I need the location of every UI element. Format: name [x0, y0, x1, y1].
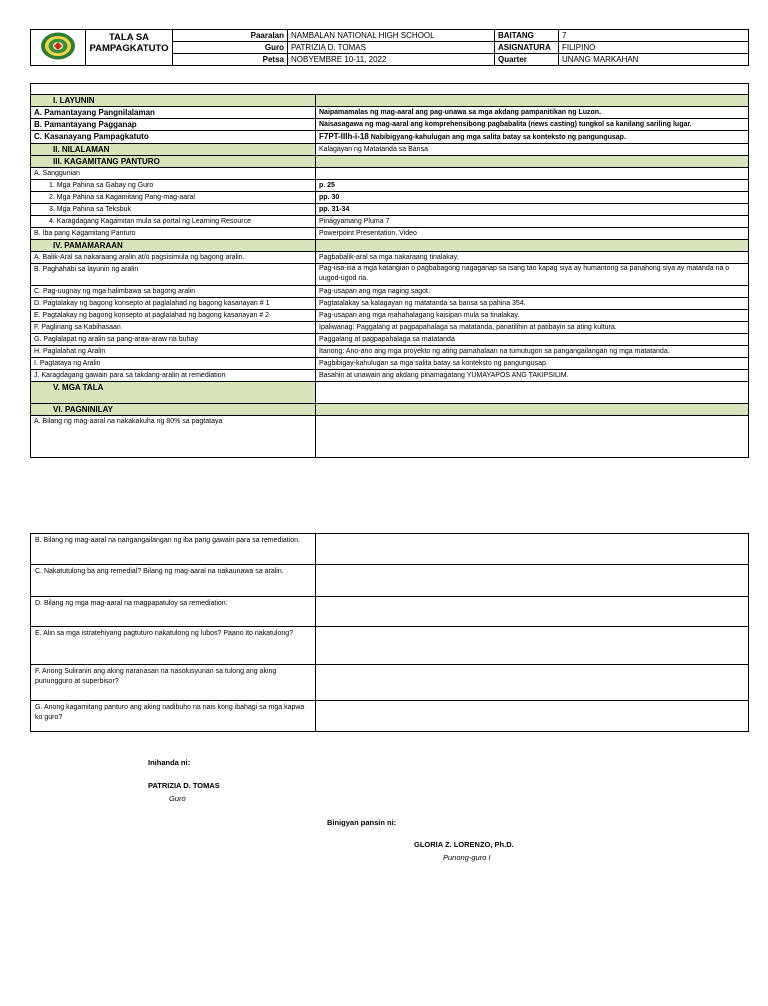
sanggunian-label: A. Sanggunian [31, 168, 316, 180]
procedure-label: I. Pagtataya ng Aralin [31, 358, 316, 370]
noted-by-role: Punong-guro I [443, 853, 491, 862]
reflection-question: G. Anong kagamitang panturo ang aking nadibuho na nais kong ibahagi sa mga kapwa ko guro? [31, 701, 316, 732]
sanggunian-value: pp. 30 [316, 192, 749, 204]
date-label: Petsa [173, 54, 288, 66]
reflection-answer [316, 597, 749, 627]
procedure-label: A. Balik-Aral sa nakaraang aralin at/o pagsisimula ng bagong aralin. [31, 252, 316, 264]
reflection-answer [316, 627, 749, 665]
section-kagamitan: III. KAGAMITANG PANTURO [31, 156, 316, 168]
subject-value: FILIPINO [559, 42, 749, 54]
procedure-value: Basahin at unawain ang akdang pinamagatang YUMAYAPOS ANG TAKIPSILIM. [316, 370, 749, 382]
title-line-2: PAMPAGKATUTO [89, 43, 169, 54]
section-layunin-fill [316, 95, 749, 107]
competency-code: F7PT-IIIh-i-18 [319, 132, 369, 141]
reflection-question: E. Alin sa mga istratehiyang pagtuturo nakatulong ng lubos? Paano ito nakatulong? [31, 627, 316, 665]
nilalaman-value: Kalagayan ng Matatanda sa Bansa [316, 144, 749, 156]
procedure-label: G. Paglalapat ng aralin sa pang-araw-araw na buhay [31, 334, 316, 346]
noted-by-name: GLORIA Z. LORENZO, Ph.D. [414, 840, 514, 849]
procedure-value: Ipaliwanag: Paggalang at pagpapahalaga sa matatanda, panatilihin at patibayin sa ating kultura. [316, 322, 749, 334]
pagganap-label: B. Pamantayang Pagganap [31, 119, 316, 131]
reflection-answer [316, 534, 749, 565]
procedure-value: Pagbabalik-aral sa mga nakaraang tinalakay. [316, 252, 749, 264]
procedure-value: Pagtatalakay sa kalagayan ng matatanda sa bansa sa pahina 354. [316, 298, 749, 310]
procedure-value: Itanong: Ano-ano ang mga proyekto ng ating pamahalaan na tumutugon sa pangangailangan ng mga matatanda. [316, 346, 749, 358]
grade-label: BAITANG [495, 30, 559, 42]
section-tala: V. MGA TALA [31, 382, 316, 404]
procedure-value: Pagbibigay-kahulugan sa mga salita batay sa konteksto ng pangungusap. [316, 358, 749, 370]
procedure-label: B. Paghahabi sa layunin ng aralin [31, 264, 316, 286]
reflection-question: C. Nakatutulong ba ang remedial? Bilang ng mag-aaral na nakaunawa sa aralin. [31, 565, 316, 597]
section-pagninilay: VI. PAGNINILAY [31, 404, 316, 416]
noted-by-label: Binigyan pansin ni: [327, 818, 397, 827]
pangnilalaman-value: Naipamamalas ng mag-aaral ang pag-unawa sa mga akdang pampanitikan ng Luzon. [316, 107, 749, 119]
iba-value: Powerpoint Presentation, Video [316, 228, 749, 240]
procedure-value: Pag-usapan ang mga mahahalagang kaisipan mula sa tinalakay. [316, 310, 749, 322]
sanggunian-value: p. 25 [316, 180, 749, 192]
sanggunian-item: 1. Mga Pahina sa Gabay ng Guro [31, 180, 316, 192]
pagganap-value: Naisasagawa ng mag-aaral ang komprehensibong pagbabalita (news casting) tungkol sa kanilang sariling lugar. [316, 119, 749, 131]
section-pamamaraan: IV. PAMAMARAAN [31, 240, 316, 252]
title-line-1: TALA SA [108, 32, 150, 43]
subject-label: ASIGNATURA [495, 42, 559, 54]
sanggunian-value: Pinagyamang Pluma 7 [316, 216, 749, 228]
sanggunian-item: 2. Mga Pahina sa Kagamitang Pang-mag-aaral [31, 192, 316, 204]
date-value: NOBYEMBRE 10-11, 2022 [288, 54, 495, 66]
blank-row [31, 84, 749, 95]
section-layunin: I. LAYUNIN [31, 95, 316, 107]
quarter-label: Quarter [495, 54, 559, 66]
lesson-table [30, 83, 749, 458]
reflection-question: B. Bilang ng mag-aaral na nangangailangan ng iba pang gawain para sa remediation. [31, 534, 316, 565]
procedure-value: Pag-usapan ang mga naging sagot. [316, 286, 749, 298]
sanggunian-blank [316, 168, 749, 180]
prepared-by-name: PATRIZIA D. TOMAS [148, 781, 220, 790]
procedure-label: E. Pagtalakay ng bagong konsepto at paglalahad ng bagong kasanayan # 2 [31, 310, 316, 322]
reflection-answer [316, 701, 749, 732]
procedure-label: J. Karagdagang gawain para sa takdang-aralin at remediation [31, 370, 316, 382]
reflection-question: F. Anong Suliranin ang aking naranasan na nasolusyunan sa tulong ang aking punungguro at superbisor? [31, 665, 316, 701]
kasanayan-cell [316, 131, 749, 144]
school-label: Paaralan [173, 30, 288, 42]
prepared-by-role: Guro [169, 794, 186, 803]
reflection-answer [316, 665, 749, 701]
reflection-question: D. Bilang ng mga mag-aaral na magpapatuloy sa remediation. [31, 597, 316, 627]
teacher-label: Guro [173, 42, 288, 54]
section-nilalaman: II. NILALAMAN [31, 144, 316, 156]
reflection-answer [316, 565, 749, 597]
reflection-table [30, 533, 749, 732]
pagninilay-a-label: A. Bilang ng mag-aaral na nakakakuha ng 80% sa pagtataya [31, 416, 316, 458]
section-pagninilay-fill [316, 404, 749, 416]
pagninilay-a-value [316, 416, 749, 458]
procedure-value: Paggalang at pagpapahalaga sa matatanda [316, 334, 749, 346]
teacher-value: PATRIZIA D. TOMAS [288, 42, 495, 54]
sanggunian-value: pp. 31-34 [316, 204, 749, 216]
procedure-value: Pag-iisa-isa a mga katangian o pagbabagong nagaganap sa isang tao kapag siya ay humantong sa panahong siya ay matanda na o uugod-ugod na. [316, 264, 749, 286]
school-value: NAMBALAN NATIONAL HIGH SCHOOL [288, 30, 495, 42]
sanggunian-item: 4. Karagdagang Kagamitan mula sa portal ng Learning Resource [31, 216, 316, 228]
grade-value: 7 [559, 30, 749, 42]
pangnilalaman-label: A. Pamantayang Pangnilalaman [31, 107, 316, 119]
header-table [30, 29, 749, 66]
kasanayan-label: C. Kasanayang Pampagkatuto [31, 131, 316, 144]
section-pamamaraan-fill [316, 240, 749, 252]
school-logo [31, 30, 86, 66]
prepared-by-label: Inihanda ni: [148, 758, 191, 767]
iba-label: B. Iba pang Kagamitang Panturo [31, 228, 316, 240]
school-seal-icon [39, 31, 77, 61]
form-title [86, 30, 173, 66]
sanggunian-item: 3. Mga Pahina sa Teksbuk [31, 204, 316, 216]
procedure-label: C. Pag-uugnay ng mga halimbawa sa bagong aralin [31, 286, 316, 298]
procedure-label: F. Paglinang sa Kabihasaan [31, 322, 316, 334]
tala-value [316, 382, 749, 404]
section-kagamitan-fill [316, 156, 749, 168]
kasanayan-value: Nabibigyang-kahulugan ang mga salita batay sa konteksto ng pangungusap. [368, 134, 626, 141]
procedure-label: H. Paglalahat ng Aralin [31, 346, 316, 358]
quarter-value: UNANG MARKAHAN [559, 54, 749, 66]
procedure-label: D. Pagtalakay ng bagong konsepto at paglalahad ng bagong kasanayan # 1 [31, 298, 316, 310]
